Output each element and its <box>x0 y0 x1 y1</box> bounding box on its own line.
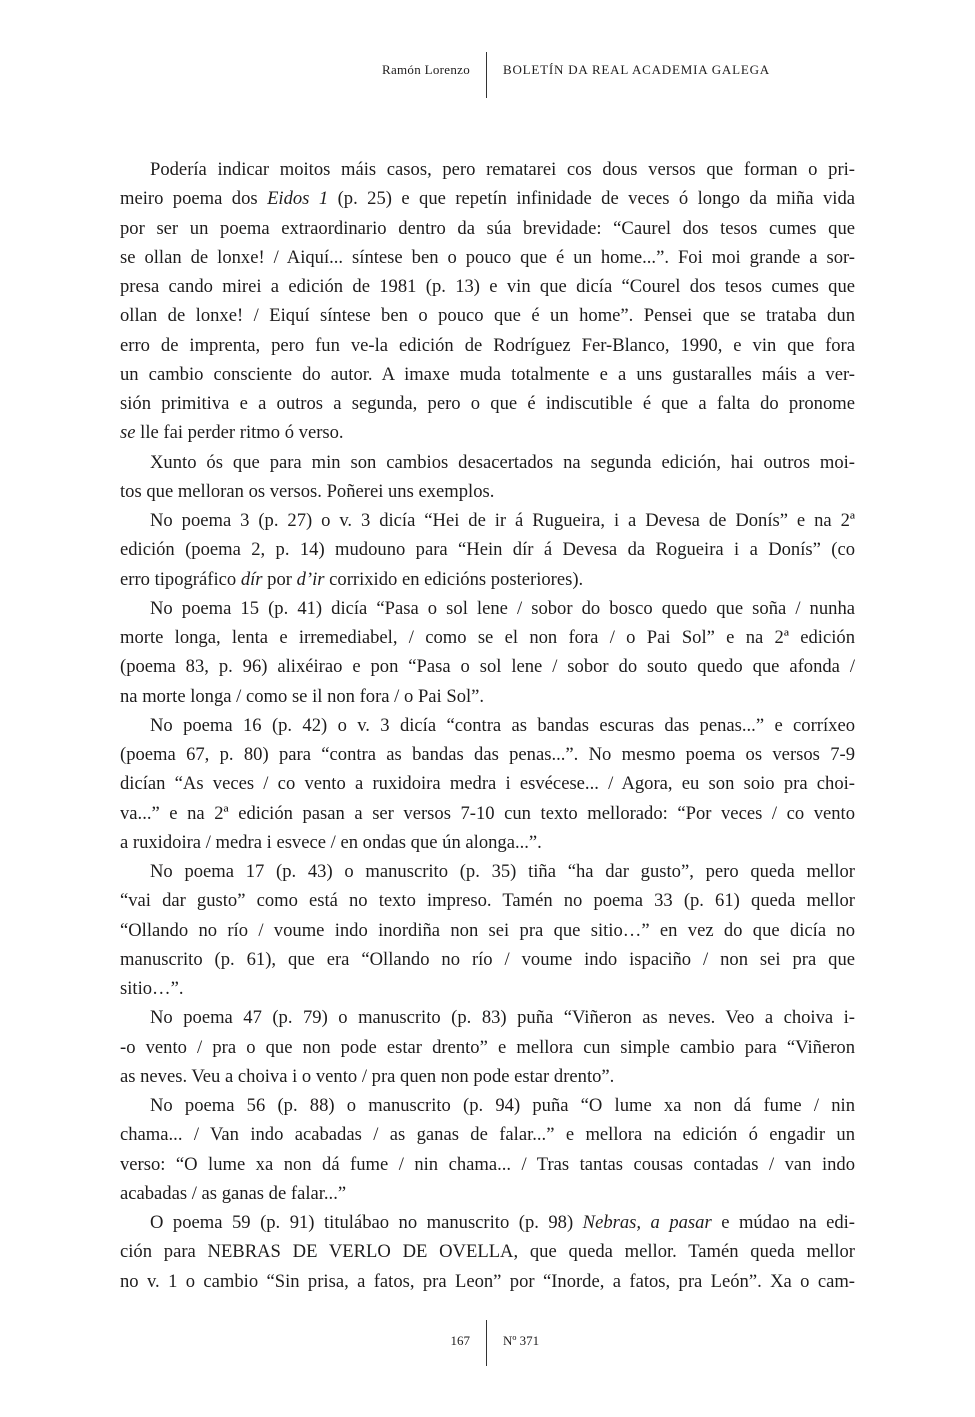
text-line <box>120 184 855 213</box>
text-run: ción para NEBRAS DE VERLO DE OVELLA, que queda mellor. Tamén queda mellor <box>120 1241 855 1263</box>
text-line <box>120 916 855 945</box>
text-run: No poema 17 (p. 43) o manuscrito (p. 35) tiña “ha dar gusto”, pero queda mellor <box>150 861 855 882</box>
text-line <box>120 506 855 535</box>
text-line <box>120 740 855 769</box>
page-number: 167 <box>450 1333 470 1348</box>
text-run: No poema 47 (p. 79) o manuscrito (p. 83) puña “Viñeron as neves. Veo a choiva i- <box>150 1007 855 1029</box>
text-line <box>120 1179 855 1208</box>
footer-divider <box>486 1320 487 1366</box>
text-line <box>120 1267 855 1296</box>
text-line <box>120 828 855 857</box>
text-run: ollan de lonxe! / Eiquí síntese ben o pouco que é un home”. Pensei que se trataba dun <box>120 305 855 327</box>
text-run: as neves. Veu a choiva i o vento / pra quen non pode estar drento”. <box>120 1065 615 1087</box>
text-run: erro de imprenta, pero fun ve-la edición de Rodríguez Fer-Blanco, 1990, e vin que fora <box>120 334 855 356</box>
text-run: va...” e na 2ª edición pasan a ser versos 7-10 cun texto mellorado: “Por veces / co vento <box>120 802 855 824</box>
text-run: e múdao na edi- <box>711 1212 856 1233</box>
text-run: “Ollando no río / voume indo inordiña non sei pra que sitio…” en vez do que dicía no <box>120 919 855 941</box>
text-line <box>120 974 855 1003</box>
text-run: -o vento / pra o que non pode estar drento” e mellora cun simple cambio para “Viñeron <box>120 1036 855 1058</box>
text-line <box>120 799 855 828</box>
text-run: lle fai perder ritmo ó verso. <box>135 422 344 444</box>
text-run: (p. 25) e que repetín infinidade de veces ó longo da miña vida <box>328 188 855 210</box>
text-run: Xunto ós que para min son cambios desacertados na segunda edición, hai outros moi- <box>150 451 855 473</box>
italic-text-run: se <box>120 422 136 444</box>
text-run: a ruxidoira / medra i esvece / en ondas que ún alonga...”. <box>120 831 542 853</box>
paragraph <box>120 1208 855 1296</box>
text-run: acabadas / as ganas de falar...” <box>120 1182 347 1204</box>
text-line <box>120 360 855 389</box>
text-line <box>120 155 855 184</box>
text-run: chama... / Van indo acabadas / as ganas de falar...” e mellora na edición ó engadir un <box>120 1124 855 1146</box>
text-line <box>120 1150 855 1179</box>
text-line <box>120 331 855 360</box>
text-run: sitio…”. <box>120 978 184 999</box>
text-run: corrixido en edicións posteriores). <box>324 568 584 590</box>
text-run: erro tipográfico <box>120 568 241 590</box>
text-line <box>120 652 855 681</box>
text-run: na morte longa / como se il non fora / o Pai Sol”. <box>120 685 485 707</box>
text-run: O poema 59 (p. 91) titulábao no manuscrito (p. 98) <box>150 1212 583 1233</box>
text-run: por ser un poema extraordinario dentro da súa brevidade: “Caurel dos tesos cumes que <box>120 217 855 239</box>
text-run: No poema 16 (p. 42) o v. 3 dicía “contra as bandas escuras das penas...” e corríxeo <box>150 714 855 736</box>
text-run: Podería indicar moitos máis casos, pero rematarei cos dous versos que forman o pri- <box>150 159 855 180</box>
text-line <box>120 214 855 243</box>
text-run: tos que melloran os versos. Poñerei uns exemplos. <box>120 480 495 502</box>
italic-text-run: dír <box>240 568 263 590</box>
text-run: morte longa, lenta e irremediabel, / como se el non fora / o Pai Sol” e na 2ª edición <box>120 627 855 648</box>
text-line <box>120 1062 855 1091</box>
text-line <box>120 448 855 477</box>
text-run: No poema 56 (p. 88) o manuscrito (p. 94) puña “O lume xa non dá fume / nin <box>150 1095 855 1116</box>
text-line <box>120 857 855 886</box>
text-run: se ollan de lonxe! / Aiquí... síntese ben o pouco que é un home...”. Foi moi grande a sor- <box>120 246 855 268</box>
text-line <box>120 1033 855 1062</box>
text-run: “vai dar gusto” como está no texto impreso. Tamén no poema 33 (p. 61) queda mellor <box>120 890 855 912</box>
italic-text-run: Nebras, a pasar <box>582 1212 712 1233</box>
text-line <box>120 682 855 711</box>
text-run: edición (poema 2, p. 14) mudouno para “Hein dír á Devesa da Rogueira i a Donís” (co <box>120 539 855 561</box>
italic-text-run: d’ir <box>296 568 325 590</box>
text-line <box>120 886 855 915</box>
text-run: No poema 3 (p. 27) o v. 3 dicía “Hei de ir á Rugueira, i a Devesa de Donís” e na 2ª <box>150 510 855 531</box>
text-run: sión primitiva e a outros a segunda, pero o que é indiscutible é que a falta do pronome <box>120 393 855 414</box>
text-line <box>120 1120 855 1149</box>
paragraph <box>120 506 855 594</box>
text-line <box>120 389 855 418</box>
paragraph <box>120 594 855 711</box>
header-divider <box>486 52 487 98</box>
text-line <box>120 945 855 974</box>
text-line <box>120 1208 855 1237</box>
text-line <box>120 565 855 594</box>
paragraph <box>120 155 855 448</box>
italic-text-run: Eidos 1 <box>267 188 329 210</box>
text-line <box>120 1091 855 1120</box>
text-run: presa cando mirei a edición de 1981 (p. 13) e vin que dicía “Courel dos tesos cumes que <box>120 276 855 297</box>
text-run: no v. 1 o cambio “Sin prisa, a fatos, pra Leon” por “Inorde, a fatos, pra León”. Xa o cam- <box>120 1270 855 1292</box>
text-line <box>120 243 855 272</box>
paragraph <box>120 711 855 857</box>
text-line <box>120 272 855 301</box>
body-text <box>120 155 855 1296</box>
text-line <box>120 769 855 798</box>
text-line <box>120 301 855 330</box>
text-line <box>120 623 855 652</box>
text-line <box>120 535 855 564</box>
text-run: por <box>262 568 297 590</box>
paragraph <box>120 448 855 507</box>
text-line <box>120 477 855 506</box>
text-run: dicían “As veces / co vento a ruxidoira medra i esvécese... / Agora, eu son soio pra choi- <box>120 773 855 795</box>
text-line <box>120 1003 855 1032</box>
text-line <box>120 418 855 447</box>
text-run: verso: “O lume xa non dá fume / nin chama... / Tras tantas cousas contadas / van indo <box>120 1153 855 1175</box>
issue-number: Nº 371 <box>503 1333 540 1348</box>
text-line <box>120 711 855 740</box>
text-run: manuscrito (p. 61), que era “Ollando no río / voume indo ispaciño / non sei pra que <box>120 948 855 970</box>
text-line <box>120 1237 855 1266</box>
paragraph <box>120 857 855 1003</box>
text-run: (poema 67, p. 80) para “contra as bandas das penas...”. No mesmo poema os versos 7-9 <box>120 744 855 765</box>
text-run: No poema 15 (p. 41) dicía “Pasa o sol lene / sobor do bosco quedo que soña / nunha <box>150 597 855 619</box>
paragraph <box>120 1091 855 1208</box>
header-journal-title: BOLETÍN DA REAL ACADEMIA GALEGA <box>503 62 770 77</box>
text-run: un cambio consciente do autor. A imaxe muda totalmente e a uns gustaralles máis a ver- <box>120 363 855 385</box>
text-line <box>120 594 855 623</box>
header-author: Ramón Lorenzo <box>381 62 470 77</box>
text-run: meiro poema dos <box>120 188 268 210</box>
text-run: (poema 83, p. 96) alixéirao e pon “Pasa o sol lene / sobor do souto quedo que afonda / <box>120 656 855 678</box>
paragraph <box>120 1003 855 1091</box>
